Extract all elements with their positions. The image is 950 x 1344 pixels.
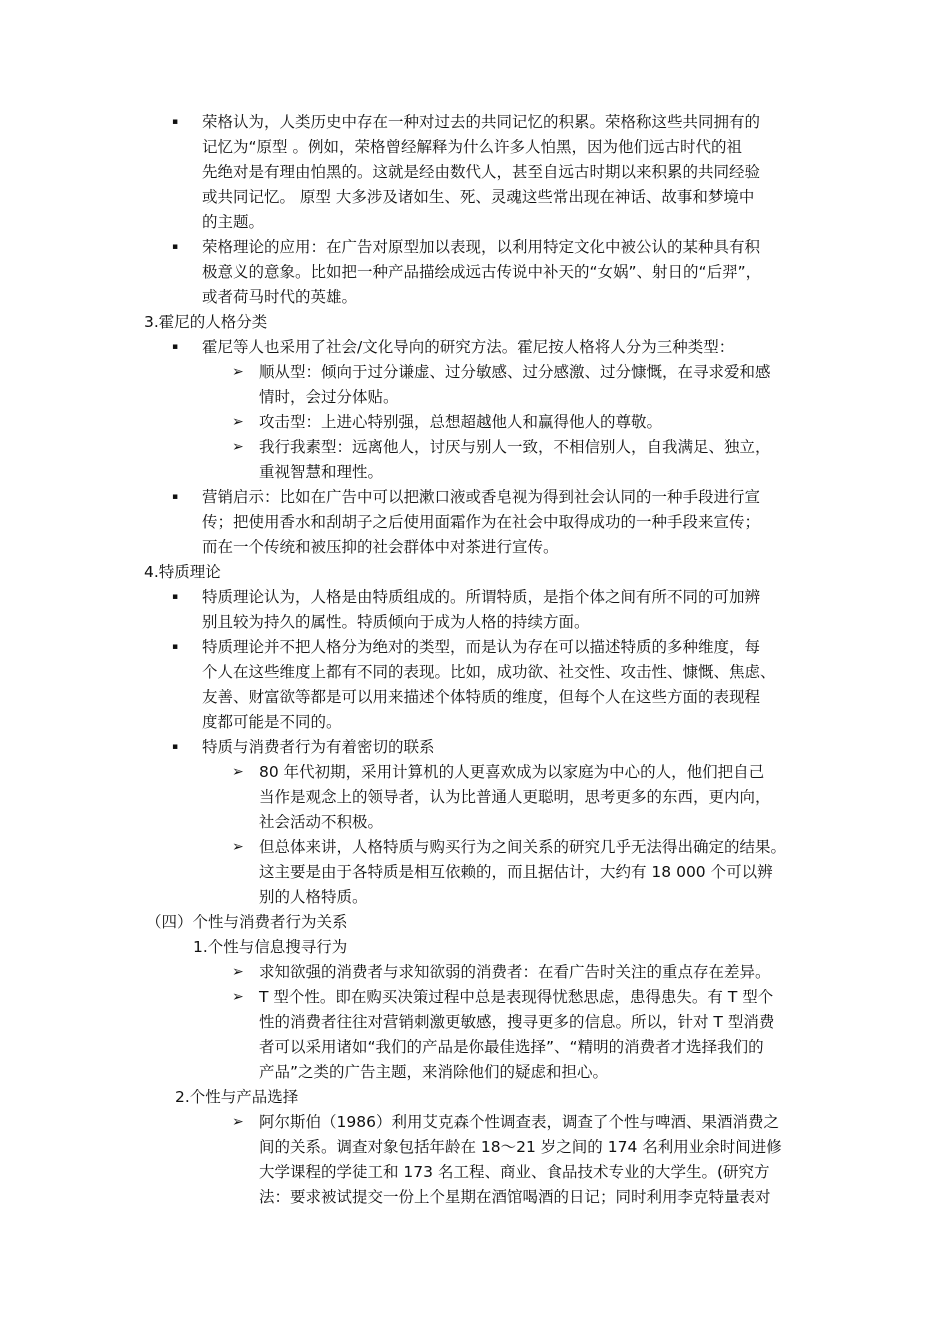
sub-list-item [0,960,950,985]
sub-list-item [0,760,950,785]
sub-list-item [0,835,950,860]
text-line: 的主题。 [202,213,265,231]
arrow-bullet-icon: ➢ [232,764,244,780]
text-line: 情时，会过分体贴。 [259,388,399,406]
text-line: 别的人格特质。 [259,888,368,906]
square-bullet-icon: ▪ [172,742,179,752]
text-line: 传；把使用香水和刮胡子之后使用面霜作为在社会中取得成功的一种手段来宣传； [202,513,761,531]
sub-list-item [0,410,950,435]
text-line: 荣格理论的应用：在广告对原型加以表现，以利用特定文化中被公认的某种具有积 [202,238,761,256]
text-line: 或共同记忆。 原型 大多涉及诸如生、死、灵魂这些常出现在神话、故事和梦境中 [202,188,755,206]
text-line: 个人在这些维度上都有不同的表现。比如，成功欲、社交性、攻击性、慷慨、焦虑、 [202,663,776,681]
text-line: 顺从型：倾向于过分谦虚、过分敏感、过分感激、过分慷慨，在寻求爱和感 [259,363,771,381]
subsection-heading: 2.个性与产品选择 [175,1088,299,1106]
arrow-bullet-icon: ➢ [232,364,244,380]
text-line: 大学课程的学徒工和 173 名工程、商业、食品技术专业的大学生。(研究方 [259,1163,770,1181]
text-line: 霍尼等人也采用了社会/文化导向的研究方法。霍尼按人格将人分为三种类型： [202,338,735,356]
list-item [0,110,950,135]
text-line: 法：要求被试提交一份上个星期在酒馆喝酒的日记；同时利用李克特量表对 [259,1188,771,1206]
square-bullet-icon: ▪ [172,117,179,127]
arrow-bullet-icon: ➢ [232,964,244,980]
text-line: 80 年代初期，采用计算机的人更喜欢成为以家庭为中心的人，他们把自己 [259,763,765,781]
text-line: 这主要是由于各特质是相互依赖的，而且据估计，大约有 18 000 个可以辨 [259,863,773,881]
text-line: 特质理论认为，人格是由特质组成的。所谓特质，是指个体之间有所不同的可加辨 [202,588,761,606]
text-line: 性的消费者往往对营销刺激更敏感，搜寻更多的信息。所以，针对 T 型消费 [259,1013,775,1031]
text-line: 先绝对是有理由怕黑的。这就是经由数代人，甚至自远古时期以来积累的共同经验 [202,163,761,181]
sub-list-item [0,985,950,1010]
text-line: 度都可能是不同的。 [202,713,342,731]
square-bullet-icon: ▪ [172,592,179,602]
section-heading: （四）个性与消费者行为关系 [146,913,348,931]
text-line: 别且较为持久的属性。特质倾向于成为人格的持续方面。 [202,613,590,631]
section-heading: 3.霍尼的人格分类 [144,313,268,331]
text-line: 攻击型：上进心特别强，总想超越他人和赢得他人的尊敬。 [259,413,663,431]
list-item [0,335,950,360]
sub-list-item [0,1110,950,1135]
square-bullet-icon: ▪ [172,492,179,502]
text-line: 极意义的意象。比如把一种产品描绘成远古传说中补天的“女娲”、射日的“后羿”， [202,263,762,281]
text-line: 友善、财富欲等都是可以用来描述个体特质的维度，但每个人在这些方面的表现程 [202,688,761,706]
list-item [0,235,950,260]
text-line: 记忆为“原型 。例如，荣格曾经解释为什么许多人怕黑，因为他们远古时代的祖 [202,138,742,156]
text-line: 求知欲强的消费者与求知欲弱的消费者：在看广告时关注的重点存在差异。 [259,963,771,981]
sub-list-item [0,360,950,385]
text-line: 当作是观念上的领导者，认为比普通人更聪明，思考更多的东西，更内向， [259,788,771,806]
square-bullet-icon: ▪ [172,242,179,252]
text-line: T 型个性。即在购买决策过程中总是表现得忧愁思虑，患得患失。有 T 型个 [259,988,774,1006]
text-line: 重视智慧和理性。 [259,463,384,481]
arrow-bullet-icon: ➢ [232,989,244,1005]
text-line: 营销启示：比如在广告中可以把漱口液或香皂视为得到社会认同的一种手段进行宣 [202,488,761,506]
text-line: 而在一个传统和被压抑的社会群体中对茶进行宣传。 [202,538,559,556]
text-line: 但总体来讲，人格特质与购买行为之间关系的研究几乎无法得出确定的结果。 [259,838,787,856]
document-page [0,110,950,1210]
text-line: 者可以采用诸如“我们的产品是你最佳选择”、“精明的消费者才选择我们的 [259,1038,764,1056]
text-line: 特质理论并不把人格分为绝对的类型，而是认为存在可以描述特质的多种维度，每 [202,638,761,656]
arrow-bullet-icon: ➢ [232,1114,244,1130]
square-bullet-icon: ▪ [172,642,179,652]
text-line: 阿尔斯伯（1986）利用艾克森个性调查表，调查了个性与啤酒、果酒消费之 [259,1113,779,1131]
text-line: 荣格认为，人类历史中存在一种对过去的共同记忆的积累。荣格称这些共同拥有的 [202,113,761,131]
list-item [0,485,950,510]
arrow-bullet-icon: ➢ [232,414,244,430]
arrow-bullet-icon: ➢ [232,439,244,455]
text-line: 间的关系。调查对象包括年龄在 18～21 岁之间的 174 名利用业余时间进修 [259,1138,782,1156]
square-bullet-icon: ▪ [172,342,179,352]
arrow-bullet-icon: ➢ [232,839,244,855]
list-item [0,735,950,760]
text-line: 特质与消费者行为有着密切的联系 [202,738,435,756]
list-item [0,635,950,660]
text-line: 产品”之类的广告主题，来消除他们的疑虑和担心。 [259,1063,609,1081]
subsection-heading: 1.个性与信息搜寻行为 [193,938,348,956]
text-line: 或者荷马时代的英雄。 [202,288,358,306]
list-item [0,585,950,610]
text-line: 社会活动不积极。 [259,813,384,831]
section-heading: 4.特质理论 [144,563,221,581]
text-line: 我行我素型：远离他人，讨厌与别人一致，不相信别人，自我满足、独立， [259,438,771,456]
sub-list-item [0,435,950,460]
